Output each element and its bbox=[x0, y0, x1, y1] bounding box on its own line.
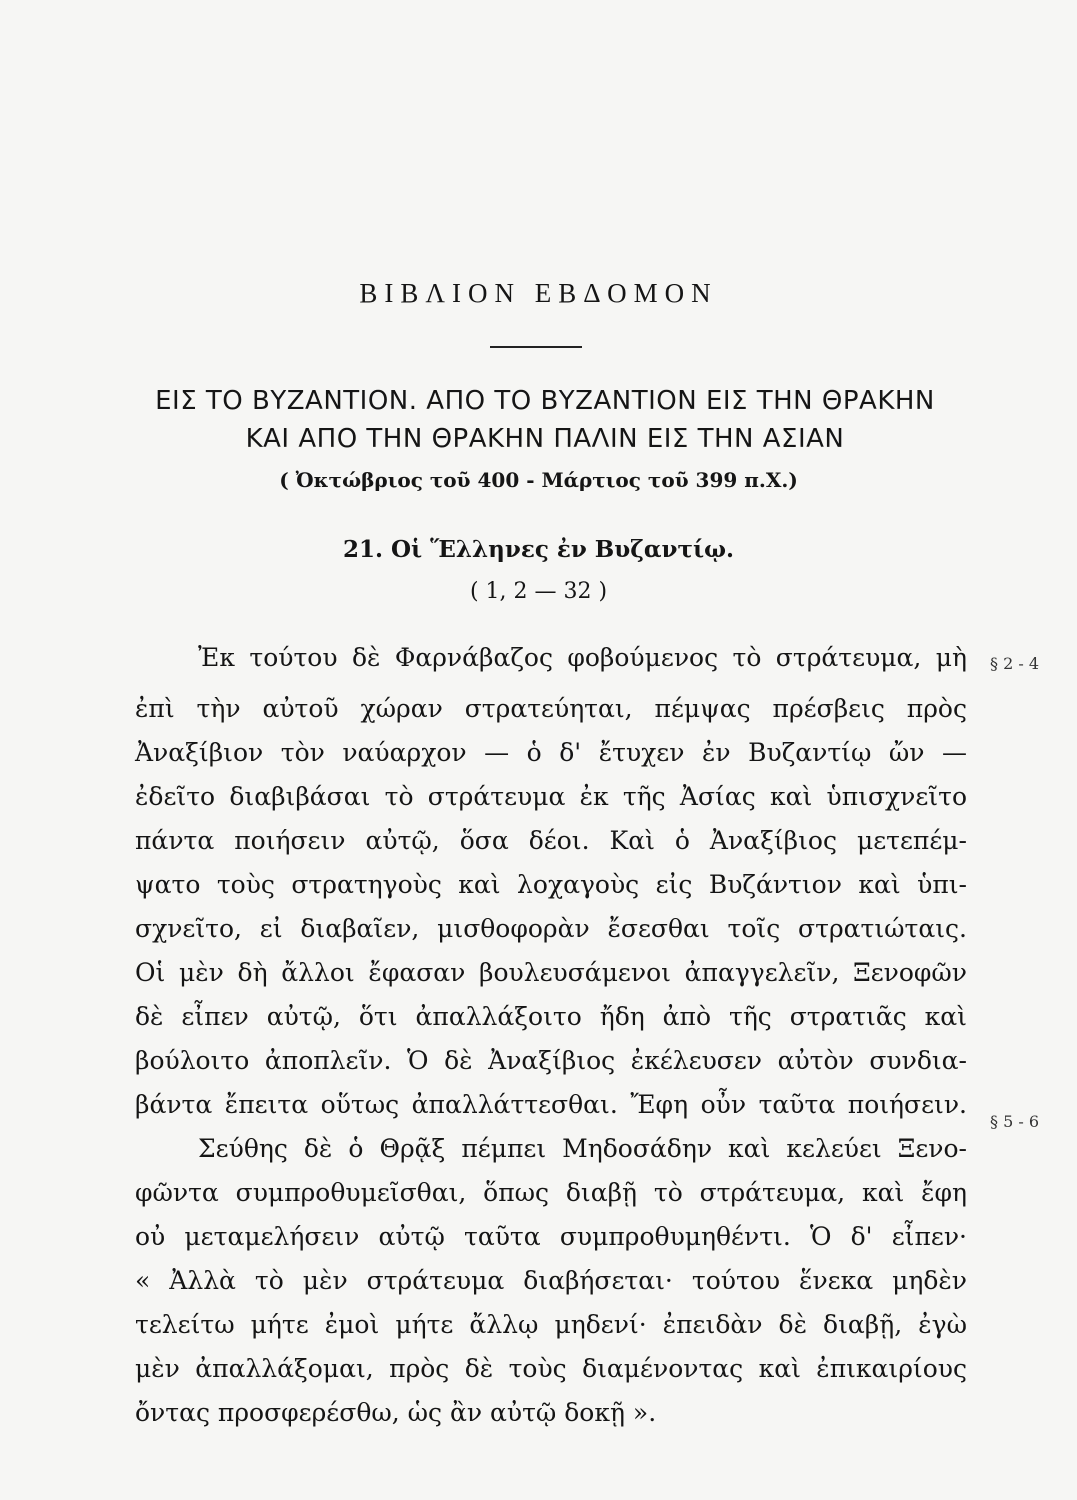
text-line: ψατο τοὺς στρατηγοὺς καὶ λοχαγοὺς εἰς Βυζάντιον καὶ ὑπι- bbox=[135, 870, 967, 899]
section-title: 21. Οἱ Ἕλληνες ἐν Βυζαντίῳ. bbox=[342, 536, 734, 563]
text-line: « Ἀλλὰ τὸ μὲν στράτευμα διαβήσεται· τούτου ἕνεκα μηδὲν bbox=[135, 1266, 967, 1295]
section-reference: ( 1, 2 — 32 ) bbox=[469, 579, 608, 604]
chapter-title-line-2: ΚΑΙ ΑΠΟ ΤΗΝ ΘΡΑΚΗΝ ΠΑΛΙΝ ΕΙΣ ΤΗΝ ΑΣΙΑΝ bbox=[245, 424, 845, 454]
text-line: ἐπὶ τὴν αὐτοῦ χώραν στρατεύηται, πέμψας πρέσβεις πρὸς bbox=[135, 694, 967, 723]
text-line: σχνεῖτο, εἰ διαβαῖεν, μισθοφορὰν ἔσεσθαι τοῖς στρατιώταις. bbox=[135, 914, 967, 943]
margin-note: § 2 - 4 bbox=[990, 654, 1040, 673]
margin-note: § 5 - 6 bbox=[990, 1112, 1040, 1131]
text-line: δὲ εἶπεν αὐτῷ, ὅτι ἀπαλλάξοιτο ἤδη ἀπὸ τῆς στρατιᾶς καὶ bbox=[135, 1002, 967, 1031]
text-line: ὄντας προσφερέσθω, ὡς ἂν αὐτῷ δοκῇ ». bbox=[135, 1398, 657, 1427]
text-line: οὐ μεταμελήσειν αὐτῷ ταῦτα συμπροθυμηθέντι. Ὁ δ' εἶπεν· bbox=[135, 1222, 967, 1251]
text-line: βούλοιτο ἀποπλεῖν. Ὁ δὲ Ἀναξίβιος ἐκέλευσεν αὐτὸν συνδια- bbox=[135, 1046, 967, 1075]
text-line: τελείτω μήτε ἐμοὶ μήτε ἄλλῳ μηδενί· ἐπειδὰν δὲ διαβῇ, ἐγὼ bbox=[135, 1310, 967, 1339]
text-line: μὲν ἀπαλλάξομαι, πρὸς δὲ τοὺς διαμένοντας καὶ ἐπικαιρίους bbox=[135, 1354, 967, 1383]
text-line: βάντα ἔπειτα οὕτως ἀπαλλάττεσθαι. Ἔφη οὖν ταῦτα ποιήσειν. bbox=[135, 1090, 967, 1119]
chapter-title-line-1: ΕΙΣ ΤΟ ΒΥΖΑΝΤΙΟΝ. ΑΠΟ ΤΟ ΒΥΖΑΝΤΙΟΝ ΕΙΣ ΤΗΝ ΘΡΑΚΗΝ bbox=[155, 386, 935, 416]
book-title: ΒΙΒΛΙΟΝ ΕΒΔΟΜΟΝ bbox=[359, 278, 718, 308]
title-divider bbox=[490, 346, 582, 348]
text-line: Ἐκ τούτου δὲ Φαρνάβαζος φοβούμενος τὸ στράτευμα, μὴ bbox=[198, 643, 967, 672]
date-range: ( Ὀκτώβριος τοῦ 400 - Μάρτιος τοῦ 399 π.Χ.) bbox=[279, 468, 798, 492]
text-line: Οἱ μὲν δὴ ἄλλοι ἔφασαν βουλευσάμενοι ἀπαγγελεῖν, Ξενοφῶν bbox=[135, 958, 967, 987]
text-line: ἐδεῖτο διαβιβάσαι τὸ στράτευμα ἐκ τῆς Ἀσίας καὶ ὑπισχνεῖτο bbox=[135, 782, 967, 811]
text-line: πάντα ποιήσειν αὐτῷ, ὅσα δέοι. Καὶ ὁ Ἀναξίβιος μετεπέμ- bbox=[135, 826, 967, 855]
text-line: φῶντα συμπροθυμεῖσθαι, ὅπως διαβῇ τὸ στράτευμα, καὶ ἔφη bbox=[135, 1178, 967, 1207]
text-line: Σεύθης δὲ ὁ Θρᾷξ πέμπει Μηδοσάδην καὶ κελεύει Ξενο- bbox=[198, 1134, 967, 1163]
text-line: Ἀναξίβιον τὸν ναύαρχον — ὁ δ' ἔτυχεν ἐν Βυζαντίῳ ὤν — bbox=[135, 738, 967, 767]
